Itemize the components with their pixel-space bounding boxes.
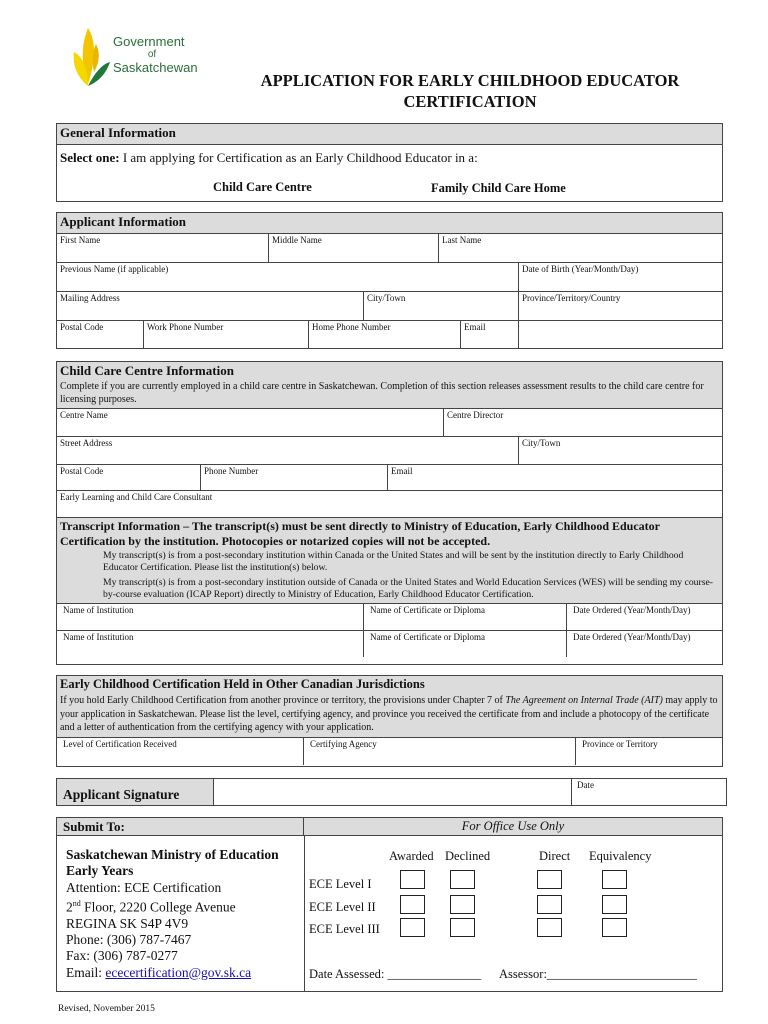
level-2-direct-checkbox[interactable] (537, 895, 562, 914)
submit-city: REGINA SK S4P 4V9 (66, 915, 189, 931)
applicant-signature-field[interactable] (214, 779, 572, 805)
level-3-awarded-checkbox[interactable] (400, 918, 425, 937)
certifying-agency-field[interactable]: Certifying Agency (304, 738, 576, 765)
level-3-direct-checkbox[interactable] (537, 918, 562, 937)
applicant-row-1 (57, 234, 722, 263)
centre-row-1 (57, 409, 722, 437)
institution-field-2[interactable]: Name of Institution (57, 631, 364, 657)
applicant-row-3 (57, 292, 722, 321)
signature-section (56, 778, 727, 806)
wheat-icon (66, 26, 112, 90)
title-line-1: APPLICATION FOR EARLY CHILDHOOD EDUCATOR (260, 71, 680, 90)
applicant-row-4 (57, 321, 722, 349)
applicant-signature-label: Applicant Signature (57, 779, 214, 805)
jurisdictions-desc-a: If you hold Early Childhood Certification from another province or territory, the provisions under Chapter 7 of (60, 695, 506, 706)
submit-attention: Attention: ECE Certification (66, 879, 222, 895)
submit-address (66, 847, 279, 981)
select-one-line (57, 145, 722, 166)
institution-field-1[interactable]: Name of Institution (57, 604, 364, 630)
government-logo (66, 26, 196, 90)
submit-header-row (57, 818, 722, 836)
child-care-centre-header: Child Care Centre Information (57, 362, 722, 380)
other-jurisdictions-description (57, 694, 722, 738)
level-2-awarded-checkbox[interactable] (400, 895, 425, 914)
child-care-centre-section (56, 361, 723, 665)
general-information-section (56, 123, 723, 202)
centre-director-field[interactable]: Centre Director (447, 410, 504, 420)
declined-label: Declined (445, 849, 491, 863)
centre-row-3 (57, 465, 722, 491)
street-address-field[interactable]: Street Address (57, 437, 519, 464)
submit-floor-num: 2 (66, 899, 73, 915)
ece-level-3-label: ECE Level III (309, 922, 380, 936)
jurisdictions-desc-b: may apply to your application in Saskatchewan. Please list the level, certifying agency, and province you received the certificate from and include a photocopy of the certificate and a letter of authentication from the certifying agency with your application. (60, 695, 718, 733)
centre-row-4 (57, 491, 722, 518)
email-field[interactable]: Email (461, 321, 519, 349)
ece-level-1-label: ECE Level I (309, 877, 372, 891)
logo-line-1: Government (113, 34, 185, 49)
date-ordered-field-2[interactable]: Date Ordered (Year/Month/Day) (573, 632, 691, 642)
submit-phone: Phone: (306) 787-7467 (66, 931, 192, 947)
centre-city-field[interactable]: City/Town (522, 438, 561, 448)
select-one-text: I am applying for Certification as an Early Childhood Educator in a: (122, 150, 478, 165)
other-jurisdictions-header: Early Childhood Certification Held in Other Canadian Jurisdictions (57, 676, 722, 694)
child-care-centre-description: Complete if you are currently employed in a child care centre in Saskatchewan. Completion of this section releases assessment results to the child care centre for licensing purposes. (57, 380, 722, 409)
home-phone-field[interactable]: Home Phone Number (309, 321, 461, 349)
level-1-equivalency-checkbox[interactable] (602, 870, 627, 889)
ece-level-2-label: ECE Level II (309, 900, 376, 914)
jurisdictions-row (57, 738, 722, 765)
logo-line-2: of (147, 49, 157, 60)
level-1-direct-checkbox[interactable] (537, 870, 562, 889)
transcript-row-2 (57, 631, 722, 657)
level-1-declined-checkbox[interactable] (450, 870, 475, 889)
level-3-declined-checkbox[interactable] (450, 918, 475, 937)
submit-to-header: Submit To: (57, 818, 304, 835)
middle-name-field[interactable]: Middle Name (269, 234, 439, 262)
city-town-field[interactable]: City/Town (364, 292, 519, 320)
applicant-row-2 (57, 263, 722, 292)
province-territory-country-field[interactable]: Province/Territory/Country (522, 293, 621, 303)
applicant-information-section (56, 212, 723, 349)
level-2-equivalency-checkbox[interactable] (602, 895, 627, 914)
option-child-care-centre[interactable]: Child Care Centre (213, 180, 312, 194)
signature-date-field[interactable]: Date (577, 780, 594, 790)
submit-fax: Fax: (306) 787-0277 (66, 948, 178, 964)
previous-name-field[interactable]: Previous Name (if applicable) (57, 263, 519, 291)
transcript-option-wes[interactable]: My transcript(s) is from a post-secondary institution outside of Canada or the United States and World Education Services (WES) will be sending my course-by-course evaluation (ICAP Report) directly to Ministry of Education, Early Childhood Educator Certification. (103, 577, 714, 600)
certificate-field-2[interactable]: Name of Certificate or Diploma (364, 631, 567, 657)
work-phone-field[interactable]: Work Phone Number (144, 321, 309, 349)
date-assessed-field[interactable]: Date Assessed: _______________ (309, 967, 482, 981)
last-name-field[interactable]: Last Name (442, 235, 482, 245)
centre-name-field[interactable]: Centre Name (57, 409, 444, 436)
level-3-equivalency-checkbox[interactable] (602, 918, 627, 937)
submit-email-link[interactable]: ececertification@gov.sk.ca (105, 964, 252, 980)
date-ordered-field-1[interactable]: Date Ordered (Year/Month/Day) (573, 605, 691, 615)
submit-floor (66, 896, 279, 916)
logo-text (113, 35, 198, 75)
certificate-field-1[interactable]: Name of Certificate or Diploma (364, 604, 567, 630)
title-line-2: CERTIFICATION (403, 92, 537, 111)
direct-label: Direct (539, 849, 571, 863)
centre-row-2 (57, 437, 722, 465)
general-information-header: General Information (57, 124, 722, 145)
first-name-field[interactable]: First Name (57, 234, 269, 262)
level-2-declined-checkbox[interactable] (450, 895, 475, 914)
awarded-label: Awarded (389, 849, 434, 863)
submit-org: Saskatchewan Ministry of Education (66, 847, 279, 862)
revision-note: Revised, November 2015 (58, 1004, 155, 1014)
consultant-field[interactable]: Early Learning and Child Care Consultant (60, 492, 213, 502)
option-family-child-care-home[interactable]: Family Child Care Home (431, 181, 566, 195)
transcript-row-1 (57, 604, 722, 631)
submit-section (56, 817, 723, 992)
mailing-address-field[interactable]: Mailing Address (57, 292, 364, 320)
submit-floor-rest: Floor, 2220 College Avenue (80, 899, 236, 915)
applicant-information-header: Applicant Information (57, 213, 722, 234)
submit-email-label: Email: (66, 964, 106, 980)
transcript-option-canada[interactable]: My transcript(s) is from a post-secondary institution within Canada or the United States and will be sent by the institution directly to Early Childhood Educator Certification. Please list the institution(s) below. (103, 550, 684, 573)
submit-divider (304, 836, 305, 991)
office-use-header: For Office Use Only (461, 819, 565, 833)
other-jurisdictions-section (56, 675, 723, 767)
jurisdictions-desc-italic: The Agreement on Internal Trade (AIT) (505, 695, 663, 706)
date-of-birth-field[interactable]: Date of Birth (Year/Month/Day) (522, 264, 639, 274)
centre-postal-code-field[interactable]: Postal Code (57, 465, 201, 490)
assessor-field[interactable]: Assessor:________________________ (499, 967, 697, 981)
submit-floor-sup: nd (72, 898, 81, 908)
transcript-block (57, 518, 722, 604)
applicant-row-4-blank (519, 321, 722, 349)
transcript-header: Transcript Information – The transcript(s) must be sent directly to Ministry of Education, Early Childhood Educator Certification by the institution. Photocopies or notarized copies will not be accepted. (60, 519, 660, 548)
logo-line-3: Saskatchewan (113, 60, 198, 75)
select-one-label: Select one: (60, 150, 120, 165)
centre-phone-field[interactable]: Phone Number (201, 465, 388, 490)
level-of-certification-field[interactable]: Level of Certification Received (57, 738, 304, 765)
equivalency-label: Equivalency (589, 849, 652, 863)
submit-email-line (66, 965, 279, 981)
province-or-territory-field[interactable]: Province or Territory (582, 738, 658, 749)
level-1-awarded-checkbox[interactable] (400, 870, 425, 889)
page-title (230, 70, 710, 112)
submit-dept: Early Years (66, 863, 134, 879)
postal-code-field[interactable]: Postal Code (57, 321, 144, 349)
centre-email-field[interactable]: Email (391, 466, 413, 476)
